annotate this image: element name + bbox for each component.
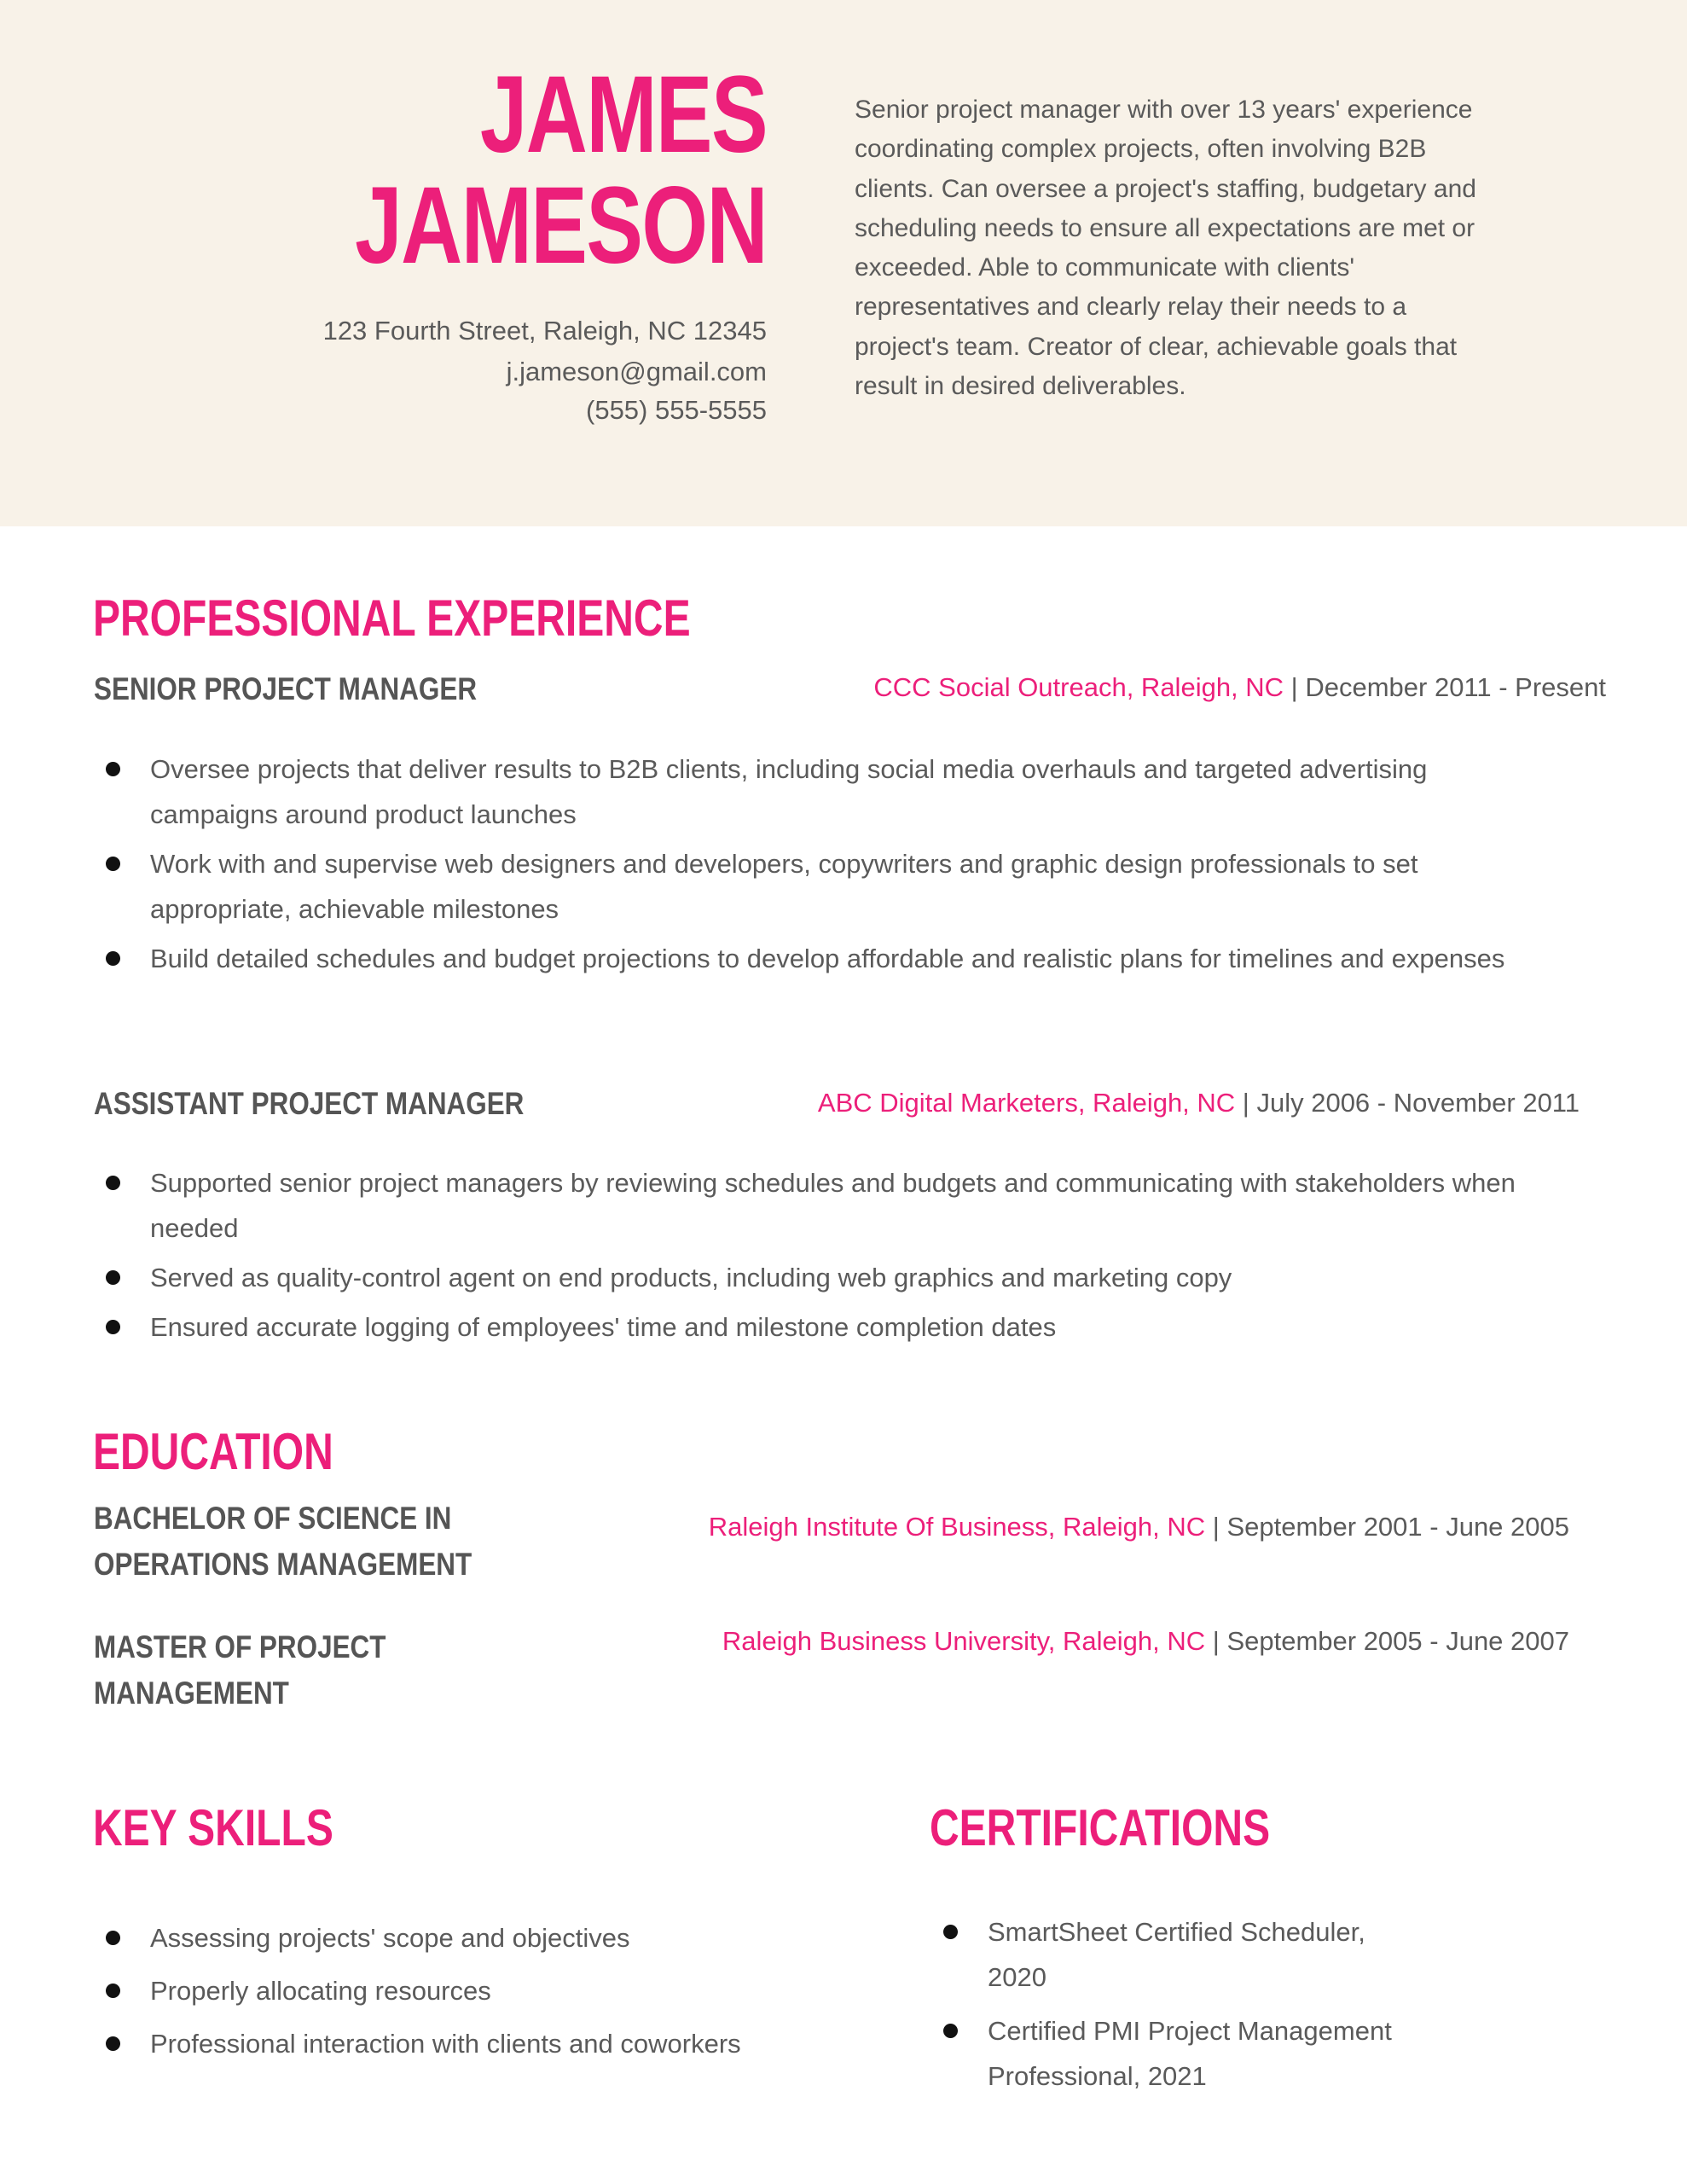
- bullet-icon: [106, 1931, 120, 1945]
- summary: Senior project manager with over 13 years' experience coordinating complex projects, often involving B2B clients. Can oversee a project's staffing, budgetary and scheduling needs to ensure all expectations are met or exceeded. Able to communicate with clients' representatives and clearly relay their needs to a project's team. Creator of clear, achievable goals that result in desired deliverables.: [855, 96, 1476, 401]
- job-meta: [873, 671, 1606, 705]
- list-item: [101, 746, 1551, 837]
- degree-meta: [722, 1624, 1569, 1658]
- certifications-list: [939, 1909, 1417, 2103]
- section-title-certifications: CERTIFICATIONS: [930, 1799, 1271, 1856]
- bullet-icon: [943, 2024, 958, 2038]
- list-item: [101, 2021, 869, 2066]
- section-title-education: EDUCATION: [93, 1423, 333, 1480]
- skill-text: Assessing projects' scope and objectives: [150, 1923, 630, 1953]
- degree-line: BACHELOR OF SCIENCE IN: [94, 1501, 452, 1536]
- list-item: [939, 1909, 1417, 2000]
- separator: |: [1205, 1512, 1227, 1542]
- job-bullets: [101, 1160, 1568, 1354]
- phone: (555) 555-5555: [586, 395, 767, 425]
- job-bullets: [101, 746, 1551, 985]
- degree-meta: [709, 1510, 1569, 1544]
- list-item: [101, 1304, 1568, 1350]
- skill-text: Properly allocating resources: [150, 1976, 491, 2006]
- job-title: ASSISTANT PROJECT MANAGER: [94, 1086, 525, 1121]
- job-dates: December 2011 - Present: [1305, 672, 1606, 702]
- bullet-text: Ensured accurate logging of employees' time and milestone completion dates: [150, 1312, 1057, 1342]
- degree-line: MASTER OF PROJECT: [94, 1629, 386, 1664]
- school: Raleigh Business University, Raleigh, NC: [722, 1626, 1206, 1656]
- job-org: ABC Digital Marketers, Raleigh, NC: [817, 1088, 1236, 1118]
- list-item: [101, 1915, 869, 1960]
- bullet-icon: [106, 1320, 120, 1334]
- separator: |: [1284, 672, 1306, 702]
- bullet-text: Oversee projects that deliver results to B2B clients, including social media overhauls and targeted advertising campaigns around product launches: [150, 754, 1428, 829]
- bullet-icon: [943, 1925, 958, 1939]
- bullet-text: Build detailed schedules and budget projections to develop affordable and realistic plans for timelines and expenses: [150, 944, 1505, 973]
- job-dates: July 2006 - November 2011: [1256, 1088, 1580, 1118]
- separator: |: [1235, 1088, 1257, 1118]
- last-name: JAMESON: [355, 165, 767, 287]
- list-item: [101, 936, 1551, 981]
- bullet-icon: [106, 1270, 120, 1285]
- list-item: [101, 1160, 1568, 1251]
- bullet-icon: [106, 951, 120, 966]
- bullet-text: Work with and supervise web designers and developers, copywriters and graphic design professionals to set appropriate, achievable milestones: [150, 849, 1418, 924]
- list-item: [101, 1255, 1568, 1300]
- separator: |: [1205, 1626, 1227, 1656]
- degree-line: OPERATIONS MANAGEMENT: [94, 1547, 472, 1582]
- address: 123 Fourth Street, Raleigh, NC 12345: [322, 316, 767, 346]
- list-item: [101, 841, 1551, 932]
- section-title-skills: KEY SKILLS: [93, 1799, 333, 1856]
- degree-dates: September 2005 - June 2007: [1226, 1626, 1569, 1656]
- list-item: [939, 2008, 1417, 2099]
- bullet-icon: [106, 2036, 120, 2051]
- bullet-icon: [106, 857, 120, 871]
- first-name: JAMES: [479, 54, 767, 176]
- bullet-text: Served as quality-control agent on end products, including web graphics and marketing copy: [150, 1263, 1232, 1292]
- bullet-text: Supported senior project managers by reviewing schedules and budgets and communicating with stakeholders when needed: [150, 1168, 1516, 1243]
- skill-text: Professional interaction with clients and coworkers: [150, 2029, 741, 2059]
- email: j.jameson@gmail.com: [506, 357, 767, 386]
- certification-text: SmartSheet Certified Scheduler, 2020: [988, 1917, 1365, 1992]
- job-org: CCC Social Outreach, Raleigh, NC: [873, 672, 1284, 702]
- job-meta: [818, 1086, 1580, 1120]
- skills-list: [101, 1915, 869, 2074]
- job-title: SENIOR PROJECT MANAGER: [94, 671, 478, 706]
- school: Raleigh Institute Of Business, Raleigh, NC: [708, 1512, 1206, 1542]
- degree-line: MANAGEMENT: [94, 1676, 289, 1711]
- section-title-experience: PROFESSIONAL EXPERIENCE: [93, 590, 691, 647]
- list-item: [101, 1968, 869, 2013]
- bullet-icon: [106, 762, 120, 776]
- bullet-icon: [106, 1984, 120, 1998]
- degree-dates: September 2001 - June 2005: [1226, 1512, 1569, 1542]
- bullet-icon: [106, 1176, 120, 1190]
- certification-text: Certified PMI Project Management Professional, 2021: [988, 2016, 1392, 2091]
